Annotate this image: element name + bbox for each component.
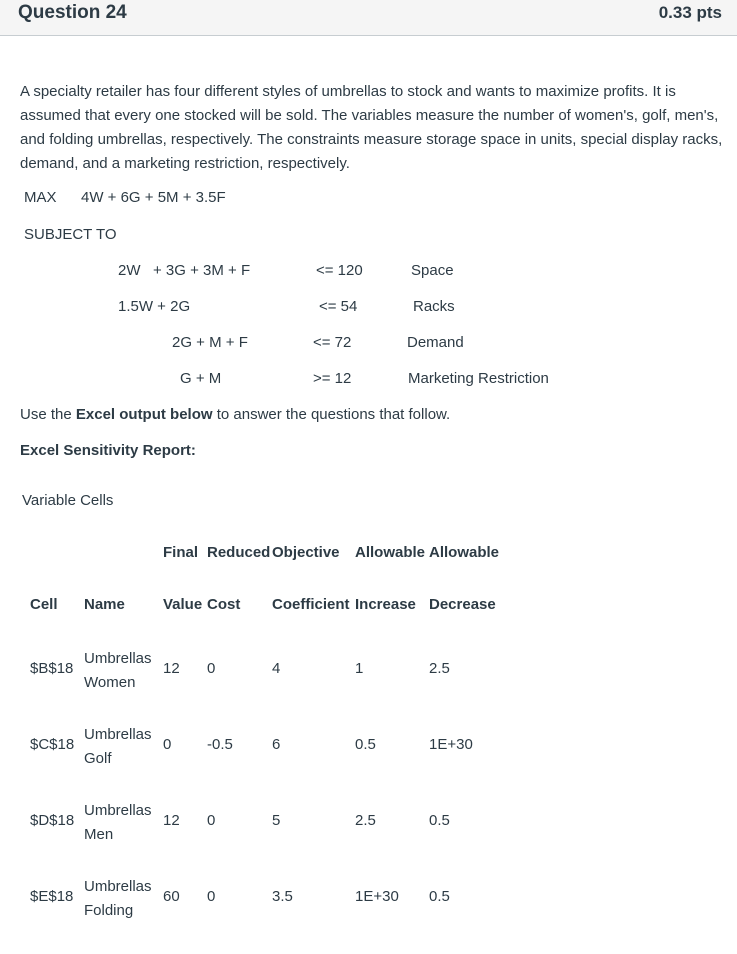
- constraint-racks-lhs: 1.5W + 2G: [118, 298, 191, 315]
- constraint-demand-rhs: <= 72: [313, 334, 352, 351]
- cell-objective-coefficient: 5: [272, 812, 281, 829]
- cell-final-value: 12: [163, 812, 180, 829]
- th-allowable-1: Allowable: [355, 544, 426, 561]
- th-increase: Increase: [355, 596, 416, 613]
- cell-allowable-increase: 1E+30: [355, 888, 399, 905]
- objective-label: MAX: [24, 189, 57, 206]
- question-header: [0, 0, 737, 36]
- cell-ref: $B$18: [30, 660, 74, 677]
- cell-name: Umbrellas Women: [84, 650, 152, 691]
- constraint-racks-name: Racks: [413, 298, 455, 315]
- cell-allowable-decrease: 1E+30: [429, 736, 473, 753]
- cell-objective-coefficient: 4: [272, 660, 281, 677]
- question-intro: A specialty retailer has four different styles of umbrellas to stock and wants to maximize profits. It is assumed that every one stocked will be sold. The variables measure the number of women's, golf, men's, and folding umbrellas, respectively. The constraints measure storage space in units, special display racks, demand, and a marketing restriction, respectively.: [20, 83, 723, 172]
- constraint-space-lhs: 2W + 3G + 3M + F: [118, 262, 251, 279]
- cell-reduced-cost: 0: [207, 660, 216, 677]
- cell-allowable-increase: 0.5: [355, 736, 376, 753]
- cell-allowable-decrease: 2.5: [429, 660, 450, 677]
- subject-to-label: SUBJECT TO: [24, 226, 117, 243]
- constraint-demand-lhs: 2G + M + F: [172, 334, 248, 351]
- th-cell: Cell: [30, 596, 58, 613]
- cell-name: Umbrellas Men: [84, 802, 152, 843]
- constraint-racks-rhs: <= 54: [319, 298, 358, 315]
- cell-allowable-decrease: 0.5: [429, 888, 450, 905]
- th-name: Name: [84, 596, 125, 613]
- section-label: Variable Cells: [22, 492, 114, 509]
- cell-allowable-increase: 1: [355, 660, 364, 677]
- cell-final-value: 60: [163, 888, 180, 905]
- th-objective: Objective: [272, 544, 340, 561]
- cell-ref: $C$18: [30, 736, 75, 753]
- th-coefficient: Coefficient: [272, 596, 350, 613]
- th-final: Final: [163, 544, 199, 561]
- th-decrease: Decrease: [429, 596, 496, 613]
- cell-ref: $D$18: [30, 812, 75, 829]
- cell-objective-coefficient: 3.5: [272, 888, 293, 905]
- constraint-marketing-lhs: G + M: [180, 370, 222, 387]
- constraint-marketing-name: Marketing Restriction: [408, 370, 549, 387]
- cell-final-value: 0: [163, 736, 172, 753]
- cell-reduced-cost: 0: [207, 812, 216, 829]
- instruction-text: Use the Excel output below to answer the questions that follow.: [20, 406, 451, 423]
- question-title: Question 24: [18, 2, 127, 23]
- cell-name: Umbrellas Golf: [84, 726, 152, 767]
- cell-allowable-decrease: 0.5: [429, 812, 450, 829]
- constraint-demand-name: Demand: [407, 334, 464, 351]
- constraint-space-rhs: <= 120: [316, 262, 363, 279]
- th-cost: Cost: [207, 596, 241, 613]
- cell-reduced-cost: -0.5: [207, 736, 233, 753]
- constraint-space-name: Space: [411, 262, 454, 279]
- report-title: Excel Sensitivity Report:: [20, 442, 196, 459]
- cell-objective-coefficient: 6: [272, 736, 281, 753]
- constraint-marketing-rhs: >= 12: [313, 370, 352, 387]
- cell-final-value: 12: [163, 660, 180, 677]
- objective-function: 4W + 6G + 5M + 3.5F: [81, 189, 226, 206]
- cell-name: Umbrellas Folding: [84, 878, 152, 919]
- cell-ref: $E$18: [30, 888, 74, 905]
- th-reduced: Reduced: [207, 544, 271, 561]
- question-points: 0.33 pts: [658, 3, 722, 22]
- th-allowable-2: Allowable: [429, 544, 500, 561]
- cell-reduced-cost: 0: [207, 888, 216, 905]
- cell-allowable-increase: 2.5: [355, 812, 376, 829]
- th-value: Value: [163, 596, 203, 613]
